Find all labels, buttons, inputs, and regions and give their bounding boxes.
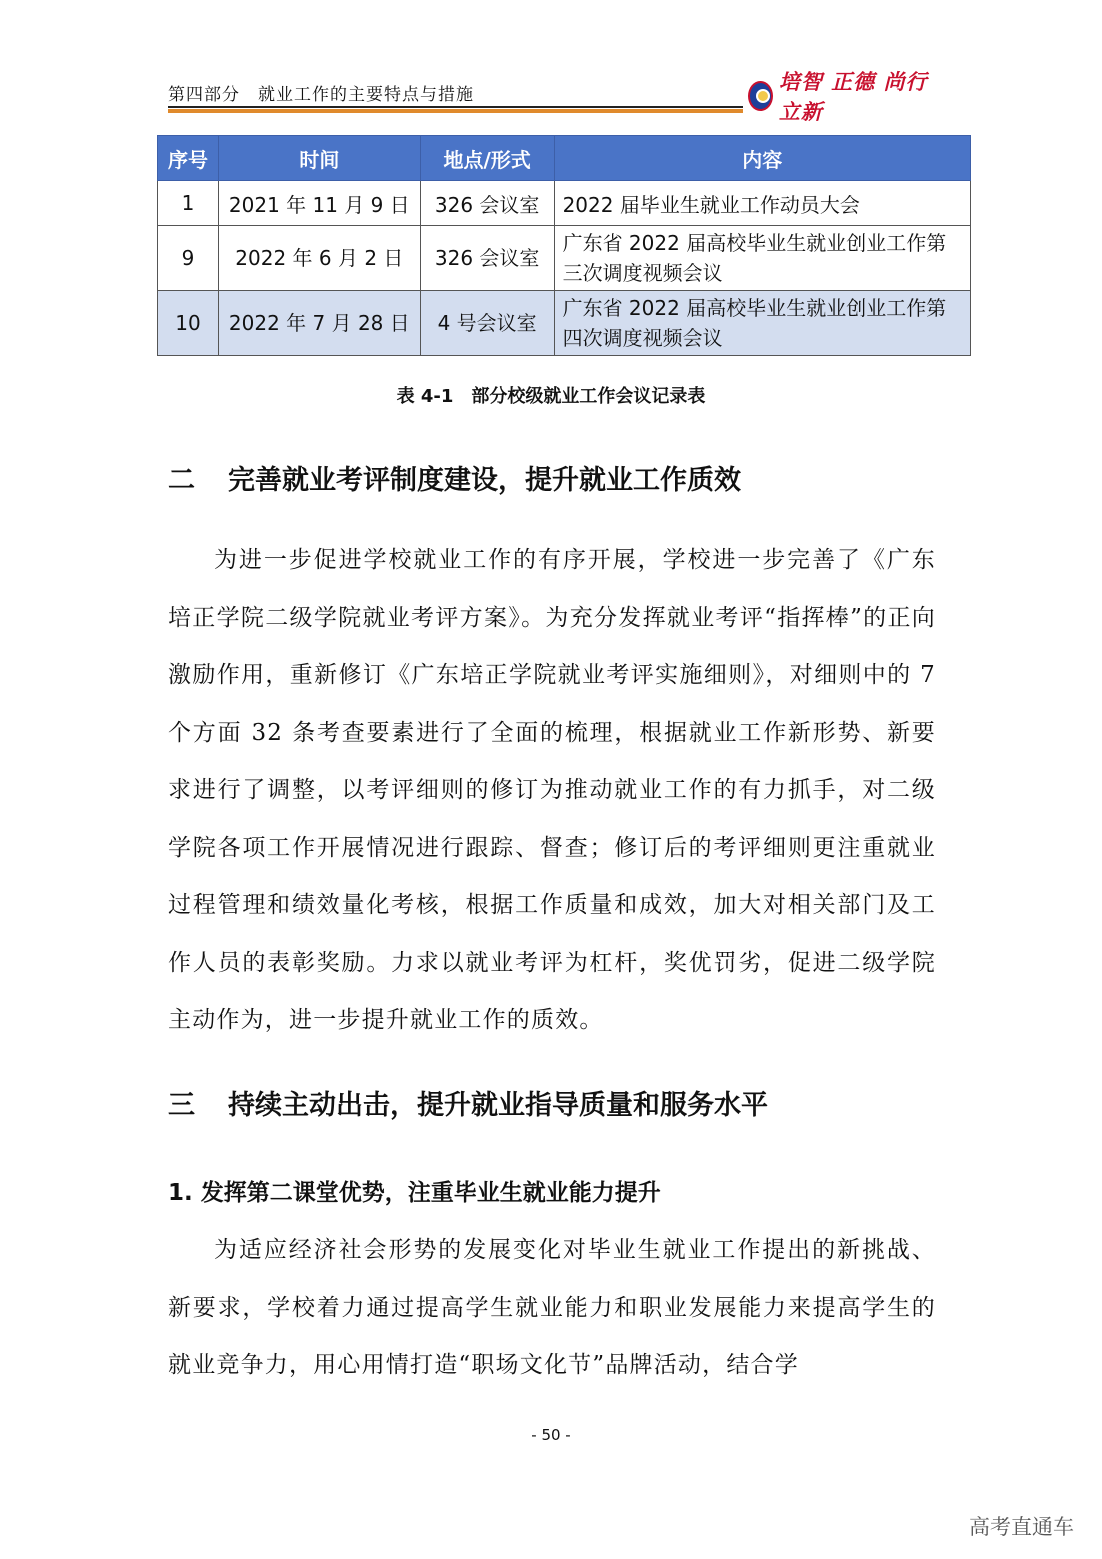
paragraph-text: 为适应经济社会形势的发展变化对毕业生就业工作提出的新挑战、新要求，学校着力通过提高学生就业能力和职业发展能力来提高学生的就业竞争力，用心用情打造“职场文化节”品牌活动，结合学 [168,1237,936,1378]
cell-content: 2022 届毕业生就业工作动员大会 [554,181,970,226]
header-section-title: 第四部分 就业工作的主要特点与措施 [168,85,474,105]
cell-date: 2022 年 6 月 2 日 [218,226,420,291]
cell-no: 9 [158,226,219,291]
col-header-no: 序号 [158,136,219,181]
cell-content: 广东省 2022 届高校毕业生就业创业工作第三次调度视频会议 [554,226,970,291]
section-title: 完善就业考评制度建设，提升就业工作质效 [228,465,741,496]
cell-date: 2022 年 7 月 28 日 [218,291,420,356]
school-motto: 培智 正德 尚行 立新 [778,69,928,124]
school-logo [748,69,940,124]
section-heading [168,458,741,497]
cell-place: 4 号会议室 [420,291,554,356]
paragraph-text: 为进一步促进学校就业工作的有序开展，学校进一步完善了《广东培正学院二级学院就业考评方案》。为充分发挥就业考评“指挥棒”的正向激励作用，重新修订《广东培正学院就业考评实施细则》，对细则中的 7 个方面 32 条考查要素进行了全面的梳理，根据就业工作新形势、新要求进行了调整，以考评细则的修订为推动就业工作的有力抓手，对二级学院各项工作开展情况进行跟踪、督查；修订后的考评细则更注重就业过程管理和绩效量化考核，根据工作质量和成效，加大对相关部门及工作人员的表彰奖励。力求以就业考评为杠杆，奖优罚劣，促进二级学院主动作为，进一步提升就业工作的质效。 [168,547,936,1033]
table-row [158,181,971,226]
table-header-row [158,136,971,181]
cell-no: 1 [158,181,219,226]
meeting-record-table [157,135,971,356]
section-title: 持续主动出击，提升就业指导质量和服务水平 [228,1090,768,1121]
cell-content: 广东省 2022 届高校毕业生就业创业工作第四次调度视频会议 [554,291,970,356]
col-header-date: 时间 [218,136,420,181]
col-header-place: 地点/形式 [420,136,554,181]
body-paragraph [168,1222,936,1395]
school-seal-icon [748,81,773,111]
page-number: - 50 - [531,1426,571,1444]
page-header [168,69,940,124]
header-rule [168,106,743,108]
cell-place: 326 会议室 [420,226,554,291]
section-number: 二 [168,465,195,496]
body-paragraph [168,532,936,1050]
cell-date: 2021 年 11 月 9 日 [218,181,420,226]
header-rule-accent [168,109,743,113]
section-number: 三 [168,1090,195,1121]
section-heading [168,1083,768,1122]
table-row [158,226,971,291]
cell-place: 326 会议室 [420,181,554,226]
col-header-content: 内容 [554,136,970,181]
watermark: 高考直通车 [969,1515,1074,1539]
cell-no: 10 [158,291,219,356]
subsection-heading: 1. 发挥第二课堂优势，注重毕业生就业能力提升 [168,1180,661,1206]
table-row [158,291,971,356]
table-caption: 表 4-1 部分校级就业工作会议记录表 [396,386,706,407]
